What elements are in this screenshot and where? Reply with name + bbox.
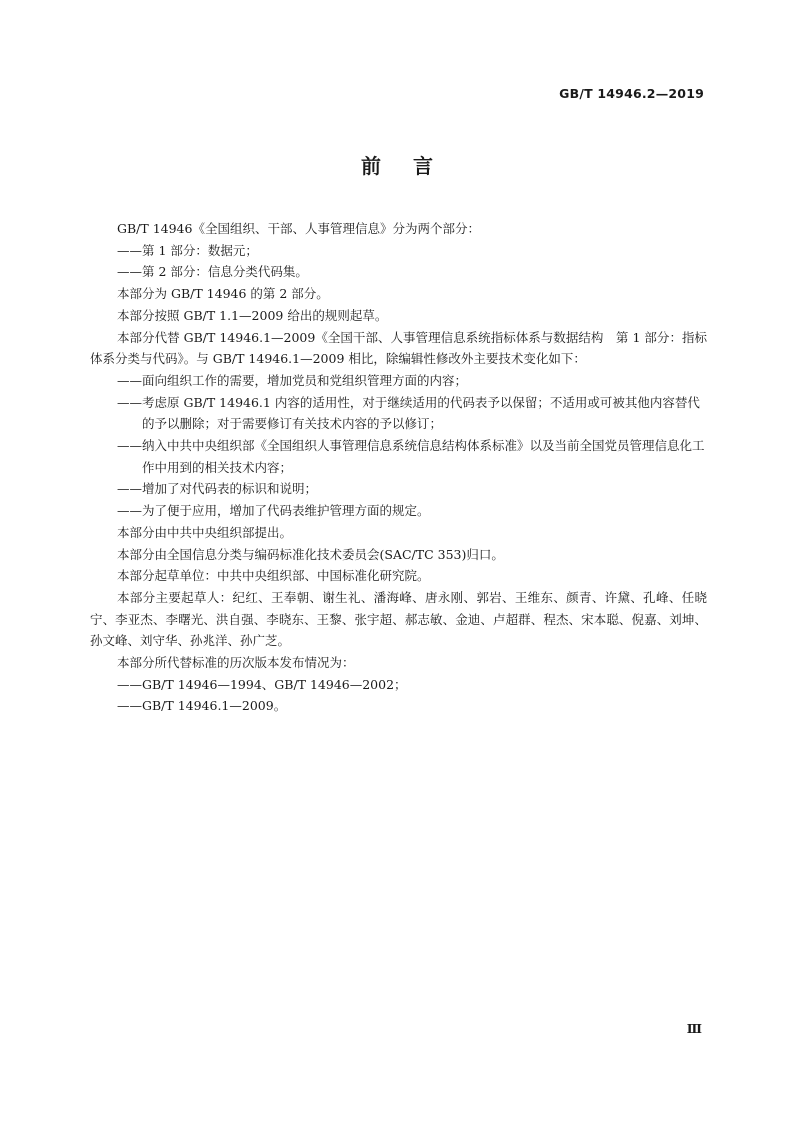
standard-number: GB/T 14946.2—2019 [559,86,704,101]
paragraph: 本部分按照 GB/T 1.1—2009 给出的规则起草。 [117,307,388,323]
paragraph: GB/T 14946《全国组织、干部、人事管理信息》分为两个部分： [117,221,480,236]
paragraph: 本部分为 GB/T 14946 的第 2 部分。 [117,286,329,302]
page-number: Ⅲ [686,1021,702,1036]
list-item: ——GB/T 14946.1—2009。 [117,698,287,714]
page-title: 前言 [361,154,465,178]
list-item: ——增加了对代码表的标识和说明； [117,481,318,497]
list-item: ——考虑原 GB/T 14946.1 内容的适用性，对于继续适用的代码表予以保留；不适用或可被其他内容替代的予以删除；对于需要修订有关技术内容的予以修订； [117,394,700,432]
preface-body [90,218,707,717]
paragraph: 本部分代替 GB/T 14946.1—2009《全国干部、人事管理信息系统指标体系与数据结构 第 1 部分：指标体系分类与代码》。与 GB/T 14946.1—2009 相比，除编辑性修改外主要技术变化如下： [90,329,707,367]
paragraph: 本部分所代替标准的历次版本发布情况为： [117,655,355,671]
paragraph: 本部分主要起草人：纪红、王奉朝、谢生礼、潘海峰、唐永刚、郭岩、王维东、颜青、许黛、孔峰、任晓宁、李亚杰、李曙光、洪自强、李晓东、王黎、张宇超、郝志敏、金迪、卢超群、程杰、宋本聪、倪嘉、刘坤、孙文峰、刘守华、孙兆洋、孙广芝。 [90,589,707,649]
paragraph: 本部分由全国信息分类与编码标准化技术委员会(SAC/TC 353)归口。 [117,546,504,562]
list-item: ——为了便于应用，增加了代码表维护管理方面的规定。 [117,503,430,519]
list-item: ——第 2 部分：信息分类代码集。 [117,264,308,280]
list-item: ——第 1 部分：数据元； [117,242,258,258]
paragraph: 本部分起草单位：中共中央组织部、中国标准化研究院。 [117,568,430,584]
paragraph: 本部分由中共中央组织部提出。 [117,524,293,540]
list-item: ——面向组织工作的需要，增加党员和党组织管理方面的内容； [117,372,468,388]
list-item: ——GB/T 14946—1994、GB/T 14946—2002； [117,676,407,692]
list-item: ——纳入中共中央组织部《全国组织人事管理信息系统信息结构体系标准》以及当前全国党员管理信息化工作中用到的相关技术内容； [117,438,705,475]
